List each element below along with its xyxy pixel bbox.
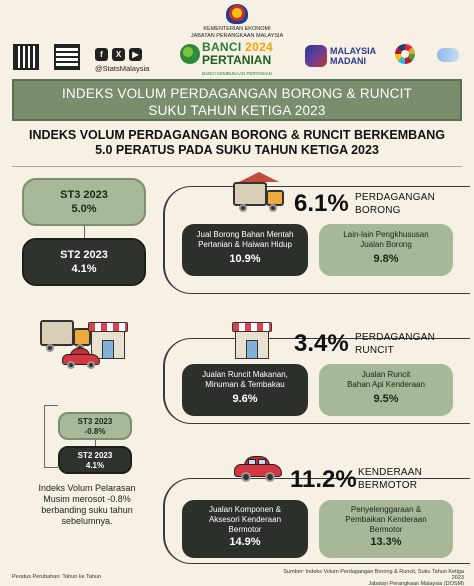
st3-value: 5.0%	[71, 203, 97, 215]
runcit-percent: 3.4%	[294, 330, 349, 357]
banci-pertanian-logo	[202, 41, 273, 80]
banci-pertanian-logo-icon	[180, 44, 200, 64]
kenderaan-percent: 11.2%	[290, 466, 357, 493]
qr-code-icon[interactable]	[13, 44, 39, 70]
divider	[12, 166, 462, 167]
social-handle[interactable]: @StatsMalaysia	[95, 64, 150, 73]
headline-line-2: 5.0 PERATUS PADA SUKU TAHUN KETIGA 2023	[95, 143, 379, 157]
sa-st2-2023-pill	[58, 446, 132, 474]
footer-note: Peratus Perubahan: Tahun ke Tahun	[12, 574, 102, 580]
card-text: Jualan Runcit Makanan,	[202, 370, 288, 379]
sa-st3-2023-pill	[58, 412, 132, 440]
ministry-line-1: KEMENTERIAN EKONOMI	[203, 26, 271, 32]
bracket-line	[44, 467, 58, 468]
footer-source	[272, 569, 464, 586]
bracket-line	[44, 405, 45, 467]
bracket-line	[44, 405, 58, 406]
facebook-icon[interactable]: f	[95, 48, 108, 61]
madani-line-1: MALAYSIA	[330, 46, 377, 56]
runcit-label-line-2: RUNCIT	[355, 345, 394, 356]
madani-line-2: MADANI	[330, 56, 366, 66]
sa-st2-label: ST2 2023	[77, 451, 113, 460]
car-icon	[62, 348, 100, 368]
card-text: Pertanian & Haiwan Hidup	[198, 240, 292, 249]
st2-value: 4.1%	[71, 263, 97, 275]
kenderaan-label	[358, 466, 422, 492]
warehouse-truck-icon	[233, 172, 287, 216]
car-icon	[234, 456, 282, 482]
card-value: 10.9%	[229, 253, 261, 265]
kenderaan-card-1	[182, 500, 308, 558]
malaysia-madani-logo-icon	[305, 45, 327, 67]
runcit-card-1	[182, 364, 308, 416]
ministry-name	[177, 26, 297, 39]
card-text: Pembaikan Kenderaan	[345, 515, 427, 524]
card-text: Lain-lain Pengkhususan	[343, 230, 429, 239]
card-text: Bermotor	[369, 525, 403, 534]
shop-icon	[232, 322, 272, 360]
sa-st3-label: ST3 2023	[77, 417, 113, 426]
malaysia-madani-logo	[330, 46, 376, 66]
sa-st2-value: 4.1%	[85, 461, 105, 470]
title-line-2: SUKU TAHUN KETIGA 2023	[148, 103, 326, 118]
st2-2023-pill	[22, 238, 146, 286]
connector-line	[84, 226, 85, 238]
borong-percent: 6.1%	[294, 190, 349, 217]
headline-line-1: INDEKS VOLUM PERDAGANGAN BORONG & RUNCIT BERKEMBANG	[29, 128, 445, 142]
card-text: Penyelenggaraan &	[350, 505, 422, 514]
borong-label	[355, 191, 435, 217]
kenderaan-card-2	[319, 500, 453, 558]
card-value: 13.3%	[370, 536, 402, 548]
note-line: sebelumnya.	[61, 516, 113, 526]
borong-label-line-1: PERDAGANGAN	[355, 192, 435, 203]
kenderaan-label-line-1: KENDERAAN	[358, 467, 423, 478]
st3-label: ST3 2023	[60, 189, 108, 201]
note-line: Indeks Volum Pelarasan	[38, 483, 136, 493]
borong-label-line-2: BORONG	[355, 205, 401, 216]
title-banner	[12, 79, 462, 121]
cloud-logo-icon	[437, 48, 459, 62]
source-line-2: Jabatan Perangkaan Malaysia (DOSM)	[368, 581, 464, 586]
social-icons	[95, 48, 142, 61]
card-value: 9.6%	[232, 393, 258, 405]
card-value: 14.9%	[229, 536, 261, 548]
st3-2023-pill	[22, 178, 146, 226]
card-text: Jualan Runcit	[361, 370, 411, 379]
sa-st3-value: -0.8%	[84, 427, 106, 436]
note-line: Musim merosot -0.8%	[43, 494, 131, 504]
runcit-card-2	[319, 364, 453, 416]
headline	[12, 128, 462, 158]
card-value: 9.5%	[373, 393, 399, 405]
malaysia-crest-icon	[226, 4, 248, 24]
card-text: Minuman & Tembakau	[205, 380, 285, 389]
card-text: Jualan Borong	[360, 240, 412, 249]
seasonal-note	[20, 483, 154, 527]
sdg-wheel-icon	[395, 44, 415, 64]
banci-tagline: BANCI KEMBUKAAN PERTANIAN	[202, 71, 272, 76]
banci-pertanian-label: PERTANIAN	[202, 53, 272, 67]
youtube-icon[interactable]: ▶	[129, 48, 142, 61]
card-text: Bermotor	[228, 525, 262, 534]
title-line-1: INDEKS VOLUM PERDAGANGAN BORONG & RUNCIT	[61, 86, 413, 101]
card-text: Jualan Komponen &	[208, 505, 282, 514]
source-line-1: Sumber: Indeks Volum Perdagangan Borong & Runcit, Suku Tahun Ketiga 2023	[283, 569, 464, 581]
note-line: berbanding suku tahun	[41, 505, 133, 515]
qr-code-icon[interactable]	[54, 44, 80, 70]
borong-card-2	[319, 224, 453, 276]
card-text: Bahan Api Kenderaan	[347, 380, 425, 389]
runcit-label-line-1: PERDAGANGAN	[355, 332, 435, 343]
banci-year: 2024	[245, 40, 274, 54]
card-text: Jual Borong Bahan Mentah	[196, 230, 294, 239]
card-text: Aksesori Kenderaan	[208, 515, 282, 524]
card-value: 9.8%	[373, 253, 399, 265]
borong-card-1	[182, 224, 308, 276]
kenderaan-label-line-2: BERMOTOR	[358, 480, 418, 491]
runcit-label	[355, 331, 435, 357]
ministry-line-2: JABATAN PERANGKAAN MALAYSIA	[190, 32, 284, 39]
banci-label: BANCI	[202, 40, 242, 54]
st2-label: ST2 2023	[60, 249, 108, 261]
x-icon[interactable]: X	[112, 48, 125, 61]
